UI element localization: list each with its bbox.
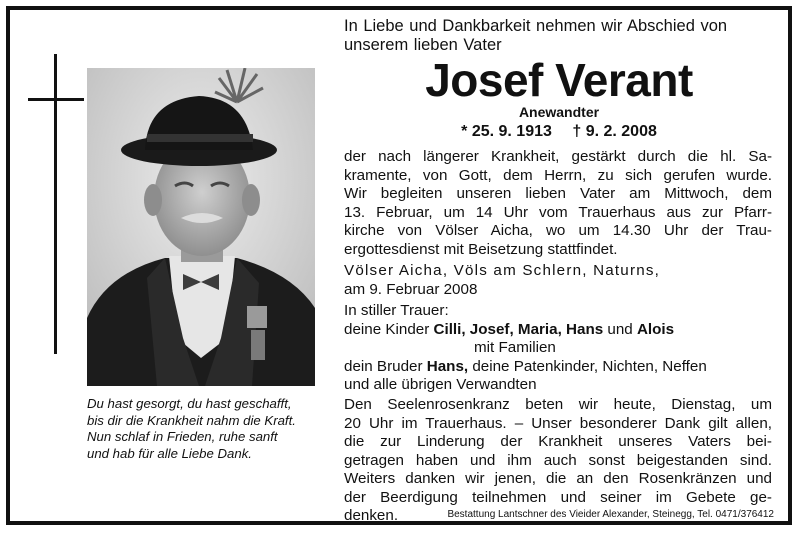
intro-line: In Liebe und Dankbarkeit nehmen wir Abschied von [344, 17, 728, 35]
children-line [344, 321, 772, 340]
obituary-text [344, 148, 772, 259]
obituary-line: der nach längerer Krankheit, gestärkt durch die hl. Sa- [344, 148, 772, 165]
brother-name: Hans, [426, 357, 469, 375]
children-and: und [603, 320, 637, 338]
verse-line: Nun schlaf in Frieden, ruhe sanft [87, 429, 278, 444]
obituary-line: kramente, von Gott, dem Herrn, zu sich gerufen wurde. [344, 166, 772, 184]
obituary-line: Wir begleiten unseren lieben Vater am Mittwoch, dem [344, 185, 772, 202]
obituary-line: ergottesdienst mit Beisetzung stattfindet. [344, 240, 618, 258]
place-line: Völser Aicha, Völs am Schlern, Naturns, [344, 262, 661, 279]
brother-rest: deine Patenkinder, Nichten, Neffen [468, 357, 707, 375]
death-date: † 9. 2. 2008 [572, 123, 657, 140]
children-names: Cilli, Josef, Maria, Hans [433, 320, 604, 338]
deceased-name: Josef Verant [425, 54, 693, 106]
verse-line: bis dir die Krankheit nahm die Kraft. [87, 412, 296, 428]
memorial-verse [87, 396, 337, 462]
mourning-heading: In stiller Trauer: [344, 302, 449, 319]
intro-line: unserem lieben Vater [344, 36, 502, 54]
obituary-line: 13. Februar, um 14 Uhr vom Trauerhaus aus zur Pfarr- [344, 203, 772, 221]
rosary-line: 20 Uhr im Trauerhaus. – Unser besonderer Dank gilt allen, [344, 414, 772, 432]
obituary-line: kirche von Völser Aicha, wo um 14.30 Uhr der Trau- [344, 222, 772, 239]
rosary-text [344, 396, 772, 526]
deceased-nickname: Anewandter [518, 104, 600, 120]
birth-date: * 25. 9. 1913 [461, 123, 552, 140]
portrait-photo [87, 68, 315, 386]
brother-line [344, 358, 772, 377]
children-prefix: deine Kinder [344, 320, 434, 338]
children-last: Alois [636, 320, 675, 338]
mourners-list [344, 302, 772, 395]
rosary-line: denken. [344, 507, 399, 524]
with-families: mit Familien [474, 339, 556, 356]
rosary-line: getragen haben und ihm auch sonst beigestanden sind. [344, 451, 772, 469]
verse-line: und hab für alle Liebe Dank. [87, 445, 252, 461]
rosary-line: Weiters danken wir jenen, die an den Rosenkränzen und [344, 470, 772, 487]
rosary-line: Den Seelenrosenkranz beten wir heute, Dienstag, um [344, 396, 772, 413]
date-line: am 9. Februar 2008 [344, 280, 478, 298]
verse-line: Du hast gesorgt, du hast geschafft, [87, 396, 292, 411]
brother-prefix: dein Bruder [344, 357, 427, 375]
funeral-home-credit: Bestattung Lantschner des Vieider Alexander, Steinegg, Tel. 0471/376412 [447, 509, 774, 520]
rosary-line: die zur Linderung der Krankheit unseres Vaters bei- [344, 433, 772, 450]
others-line: und alle übrigen Verwandten [344, 376, 537, 393]
life-dates [344, 122, 774, 142]
rosary-line: der Beerdigung teilnehmen und seiner im Gebete ge- [344, 488, 772, 506]
place-and-date [344, 262, 772, 299]
